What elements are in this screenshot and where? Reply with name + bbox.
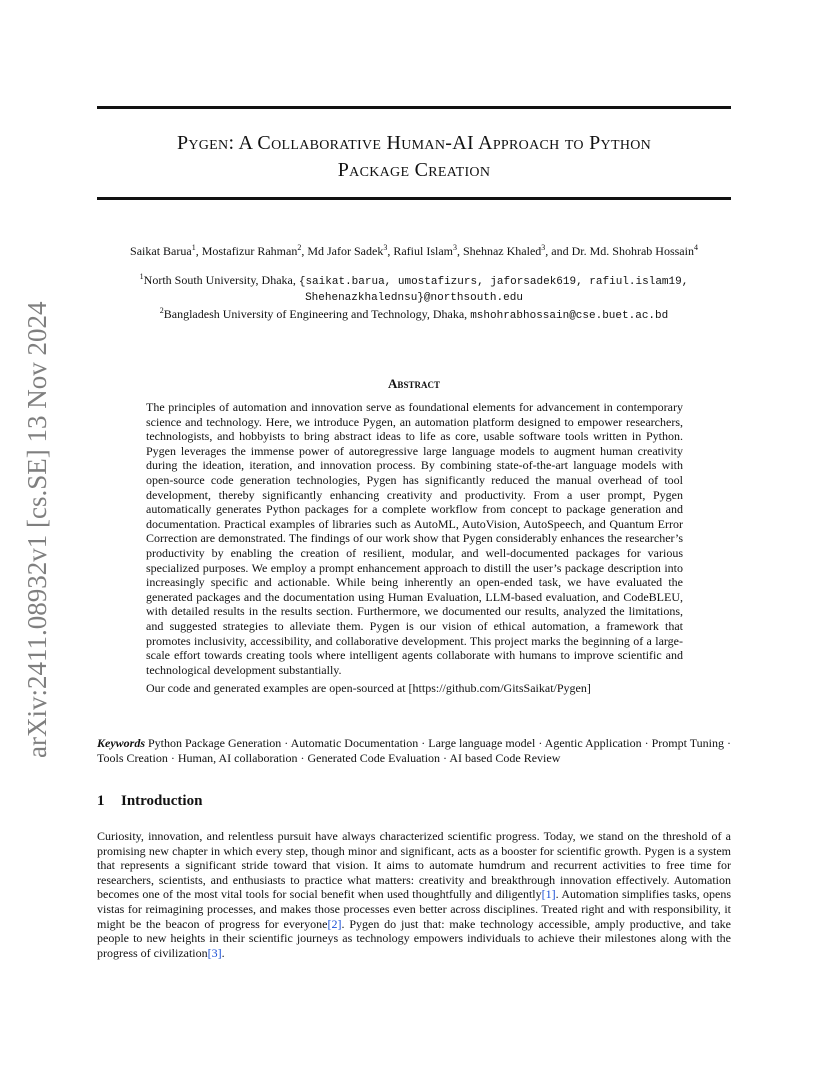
affiliation-text: Bangladesh University of Engineering and Technology, Dhaka,: [163, 307, 471, 321]
author-name: Saikat Barua: [130, 244, 192, 258]
introduction-paragraph: [97, 829, 731, 960]
abstract-paragraph: The principles of automation and innovation serve as foundational elements for advancement in contemporary science and technology. Here, we introduce Pygen, an automation platform designed to empower researchers, technologists, and hobbyists to bring abstract ideas to life as core, usable software tools written in Python. Pygen leverages the immense power of autoregressive large language models to augment human creativity during the ideation, iteration, and innovation process. By combining state-of-the-art language models with open-source code generation technologies, Pygen has significantly reduced the manual overhead of tool development, thereby significantly enhancing creativity and productivity. From a user prompt, Pygen automatically generates Python packages for a complete workflow from concept to package generation and documentation. Practical examples of libraries such as AutoML, AutoVision, AutoSpeech, and Quantum Error Correction are demonstrated. The findings of our work show that Pygen considerably enhances the researcher’s productivity by enabling the creation of resilient, modular, and well-documented packages for various specialized purposes. We employ a prompt enhancement approach to distill the user’s package description into increasingly specific and actionable. While being inherently an open-ended task, we have evaluated the generated packages and the documentation using Human Evaluation, LLM-based evaluation, and CodeBLEU, with detailed results in the results section. Furthermore, we documented our results, analyzed the limitations, and suggested strategies to alleviate them. Pygen is our vision of ethical automation, a framework that promotes inclusivity, accessibility, and collaborative development. This project marks the beginning of a large-scale effort towards creating tools where intelligent agents collaborate with humans to improve scientific and technological development substantially.: [146, 400, 683, 677]
intro-text: . Automation simplifies tasks, opens vistas for reimagining processes, and makes those processes even better across disciplines. Treated right and with responsibility, it might be the beacon of progress for everyone: [97, 887, 731, 931]
affiliations: [97, 272, 731, 324]
author-affiliation-mark: 3: [452, 243, 457, 252]
author-name: Rafiul Islam: [393, 244, 453, 258]
citation-link[interactable]: [3]: [207, 945, 222, 960]
section-number: 1: [97, 793, 105, 809]
author-name: Mostafizur Rahman: [201, 244, 298, 258]
affiliation-mark: 2: [159, 306, 164, 315]
author-affiliation-mark: 4: [693, 243, 698, 252]
intro-text: . Pygen do just that: make technology accessible, amply productive, and take people to new heights in their scientific journeys as technology empowers individuals to achieve their milestones along with the progress of civilization: [97, 916, 732, 960]
affiliation-email: mshohrabhossain@cse.buet.ac.bd: [470, 310, 669, 322]
citation-link[interactable]: [1]: [541, 887, 556, 902]
affiliation-2: [97, 306, 731, 324]
abstract-body: [146, 400, 683, 700]
author-name: Shehnaz Khaled: [462, 244, 542, 258]
affiliation-text: North South University, Dhaka,: [143, 273, 299, 287]
keywords-label: Keywords: [97, 736, 145, 750]
title-line-1: Pygen: A Collaborative Human-AI Approach to Python: [176, 132, 652, 154]
title-line-2: Package Creation: [337, 159, 491, 181]
title-top-rule: [97, 106, 731, 109]
author-list: Saikat Barua$^1$, Mostafizur Rahman$^2$, Md Jafor Sadek$^3$, Rafiul Islam$^3$, Shehnaz Khaled$^3$, and Dr. Md. Shohrab Hossain$^4$: [130, 243, 698, 258]
citation-link[interactable]: [2]: [327, 916, 342, 931]
keywords: [97, 736, 731, 765]
arxiv-side-identifier: arXiv:2411.08932v1 [cs.SE] 13 Nov 2024: [22, 301, 52, 758]
affiliation-mark: 1: [139, 272, 144, 281]
affiliation-emails-continued: Shehenazkhalednsu}@northsouth.edu: [305, 292, 523, 304]
paper-title: [97, 130, 731, 184]
section-heading: [97, 793, 202, 810]
author-affiliation-mark: 1: [191, 243, 196, 252]
affiliation-1: [97, 272, 731, 290]
keywords-text: Python Package Generation · Automatic Documentation · Large language model · Agentic Application · Prompt Tuning · Tools Creation · Human, AI collaboration · Generated Code Evaluation · AI based Code Review: [97, 736, 731, 765]
author-name: Md Jafor Sadek: [307, 244, 384, 258]
title-bottom-rule: [97, 197, 731, 200]
author-affiliation-mark: 3: [383, 243, 388, 252]
abstract-code-availability: Our code and generated examples are open-sourced at [https://github.com/GitsSaikat/Pygen]: [146, 681, 591, 696]
section-title: Introduction: [121, 793, 203, 809]
intro-text: .: [221, 945, 225, 960]
affiliation-emails: {saikat.barua, umostafizurs, jaforsadek619, rafiul.islam19,: [298, 276, 689, 288]
author-affiliation-mark: 2: [297, 243, 302, 252]
author-affiliation-mark: 3: [541, 243, 546, 252]
author-name: and Dr. Md. Shohrab Hossain: [551, 244, 694, 258]
intro-text: Curiosity, innovation, and relentless pursuit have always characterized scientific progress. Today, we stand on the threshold of a promising new chapter in which every step, though minor and significant, acts as a booster for scientific growth. Pygen is a system that represents a significant stride toward that vision. It aims to automate humdrum and recurrent activities to free time for researchers, scientists, and enthusiasts to practice what matters: creativity and breakthrough innovation effectively. Automation becomes one of the most vital tools for social benefit when used thoughtfully and diligently: [97, 829, 731, 902]
abstract-heading: Abstract: [388, 376, 440, 391]
